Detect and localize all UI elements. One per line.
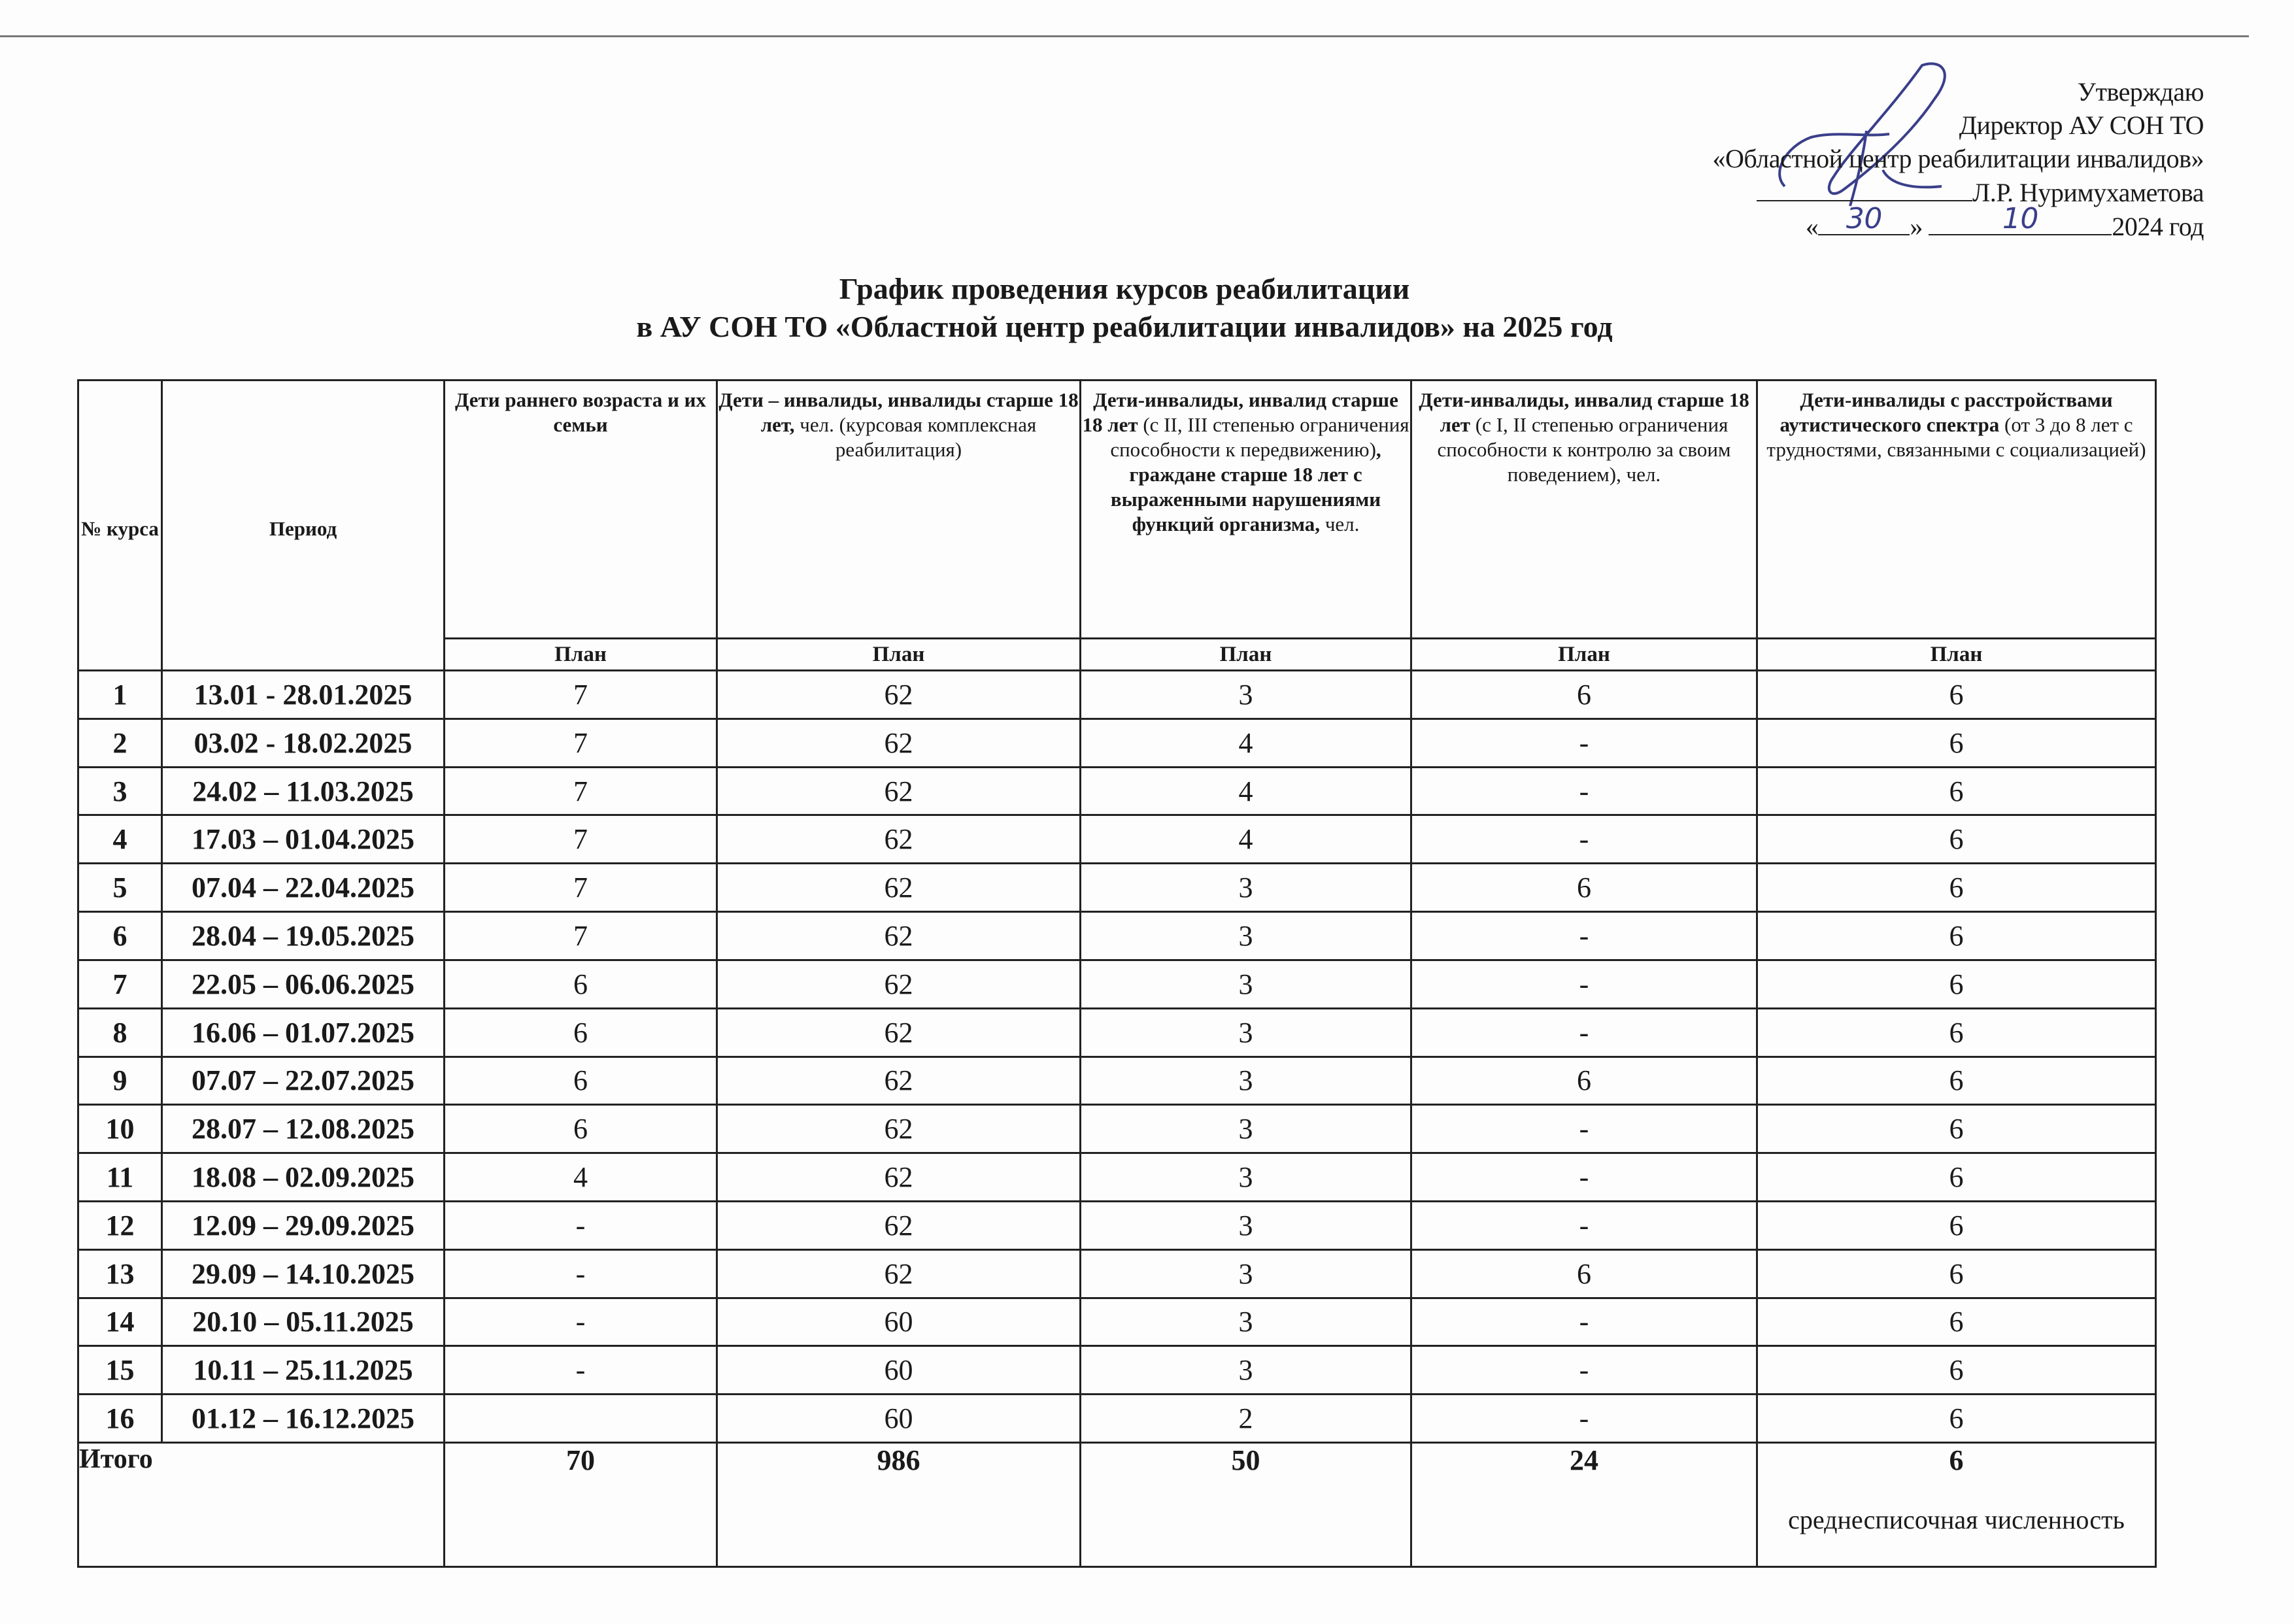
autism-value: 6 bbox=[1757, 1008, 2156, 1057]
approval-block bbox=[1713, 75, 2204, 243]
early-age-value: 7 bbox=[445, 815, 717, 864]
table-row bbox=[78, 1298, 2156, 1346]
autism-value: 6 bbox=[1757, 1201, 2156, 1249]
disabled-comprehensive-value: 60 bbox=[717, 1298, 1081, 1346]
behavior-value: - bbox=[1411, 1008, 1757, 1057]
table-row bbox=[78, 1249, 2156, 1298]
page-title bbox=[0, 270, 2249, 346]
table-row bbox=[78, 815, 2156, 864]
mobility-value: 3 bbox=[1081, 1057, 1411, 1105]
behavior-value: - bbox=[1411, 1395, 1757, 1443]
total-autism: 6 среднесписочная численность bbox=[1757, 1443, 2156, 1567]
behavior-value: - bbox=[1411, 960, 1757, 1008]
autism-value: 6 bbox=[1757, 767, 2156, 815]
course-number: 9 bbox=[78, 1057, 162, 1105]
disabled-comprehensive-value: 62 bbox=[717, 1201, 1081, 1249]
table-row bbox=[78, 960, 2156, 1008]
course-period: 22.05 – 06.06.2025 bbox=[162, 960, 445, 1008]
early-age-value: - bbox=[445, 1249, 717, 1298]
behavior-value: 6 bbox=[1411, 1057, 1757, 1105]
course-period: 07.04 – 22.04.2025 bbox=[162, 864, 445, 912]
course-period: 12.09 – 29.09.2025 bbox=[162, 1201, 445, 1249]
course-number: 11 bbox=[78, 1153, 162, 1202]
table-row bbox=[78, 1057, 2156, 1105]
autism-value: 6 bbox=[1757, 671, 2156, 719]
mobility-value: 2 bbox=[1081, 1395, 1411, 1443]
course-period: 28.04 – 19.05.2025 bbox=[162, 912, 445, 960]
early-age-value: 7 bbox=[445, 864, 717, 912]
totals-label: Итого bbox=[78, 1443, 445, 1567]
title-line-1: График проведения курсов реабилитации bbox=[839, 272, 1410, 305]
disabled-comprehensive-value: 62 bbox=[717, 719, 1081, 767]
table-row bbox=[78, 767, 2156, 815]
table-row bbox=[78, 1105, 2156, 1153]
table-row bbox=[78, 1346, 2156, 1395]
early-age-value: 6 bbox=[445, 1057, 717, 1105]
table-row bbox=[78, 912, 2156, 960]
mobility-value: 3 bbox=[1081, 1153, 1411, 1202]
signatory-name: Л.Р. Нуримухаметова bbox=[1972, 178, 2204, 207]
autism-value: 6 bbox=[1757, 719, 2156, 767]
plan-label: План bbox=[445, 639, 717, 671]
course-period: 13.01 - 28.01.2025 bbox=[162, 671, 445, 719]
course-period: 17.03 – 01.04.2025 bbox=[162, 815, 445, 864]
signature-blank bbox=[1757, 175, 1972, 201]
behavior-value: - bbox=[1411, 767, 1757, 815]
mobility-value: 3 bbox=[1081, 1346, 1411, 1395]
mobility-value: 4 bbox=[1081, 719, 1411, 767]
approval-position: Директор АУ СОН ТО bbox=[1959, 110, 2204, 140]
plan-label: План bbox=[717, 639, 1081, 671]
disabled-comprehensive-value: 60 bbox=[717, 1395, 1081, 1443]
course-number: 7 bbox=[78, 960, 162, 1008]
total-disabled-comprehensive: 986 bbox=[717, 1443, 1081, 1567]
early-age-value: - bbox=[445, 1201, 717, 1249]
autism-value: 6 bbox=[1757, 960, 2156, 1008]
early-age-value: 6 bbox=[445, 1105, 717, 1153]
approval-organization: «Областной центр реабилитации инвалидов» bbox=[1712, 144, 2204, 173]
early-age-value: 6 bbox=[445, 960, 717, 1008]
disabled-comprehensive-value: 62 bbox=[717, 1008, 1081, 1057]
header-row bbox=[78, 381, 2156, 639]
table-row bbox=[78, 1008, 2156, 1057]
course-number: 5 bbox=[78, 864, 162, 912]
behavior-value: - bbox=[1411, 1346, 1757, 1395]
top-rule bbox=[0, 35, 2249, 37]
early-age-value: 7 bbox=[445, 671, 717, 719]
disabled-comprehensive-value: 62 bbox=[717, 671, 1081, 719]
behavior-value: - bbox=[1411, 1105, 1757, 1153]
date-year: 2024 год bbox=[2112, 212, 2204, 241]
autism-value: 6 bbox=[1757, 1298, 2156, 1346]
disabled-comprehensive-value: 62 bbox=[717, 1153, 1081, 1202]
course-number: 4 bbox=[78, 815, 162, 864]
mobility-value: 3 bbox=[1081, 960, 1411, 1008]
date-day-blank bbox=[1818, 202, 1910, 235]
title-line-2: в АУ СОН ТО «Областной центр реабилитации инвалидов» на 2025 год bbox=[636, 310, 1613, 343]
table-row bbox=[78, 1201, 2156, 1249]
approval-heading: Утверждаю bbox=[2077, 77, 2204, 107]
disabled-comprehensive-value: 62 bbox=[717, 1057, 1081, 1105]
disabled-comprehensive-value: 60 bbox=[717, 1346, 1081, 1395]
mobility-value: 3 bbox=[1081, 864, 1411, 912]
early-age-value bbox=[445, 1395, 717, 1443]
mobility-value: 3 bbox=[1081, 1201, 1411, 1249]
header-course-no: № курса bbox=[78, 381, 162, 671]
autism-value: 6 bbox=[1757, 1346, 2156, 1395]
mobility-value: 3 bbox=[1081, 1298, 1411, 1346]
date-month: 10 bbox=[2002, 202, 2038, 235]
disabled-comprehensive-value: 62 bbox=[717, 960, 1081, 1008]
early-age-value: 4 bbox=[445, 1153, 717, 1202]
table-row bbox=[78, 864, 2156, 912]
plan-label: План bbox=[1757, 639, 2156, 671]
table-row bbox=[78, 1395, 2156, 1443]
disabled-comprehensive-value: 62 bbox=[717, 1249, 1081, 1298]
course-number: 14 bbox=[78, 1298, 162, 1346]
mobility-value: 4 bbox=[1081, 815, 1411, 864]
course-period: 10.11 – 25.11.2025 bbox=[162, 1346, 445, 1395]
total-behavior: 24 bbox=[1411, 1443, 1757, 1567]
totals-row bbox=[78, 1443, 2156, 1567]
behavior-value: 6 bbox=[1411, 671, 1757, 719]
autism-value: 6 bbox=[1757, 1105, 2156, 1153]
course-period: 16.06 – 01.07.2025 bbox=[162, 1008, 445, 1057]
mobility-value: 3 bbox=[1081, 912, 1411, 960]
approval-date: « 30 » 10 2024 год bbox=[1805, 202, 2204, 241]
autism-value: 6 bbox=[1757, 1153, 2156, 1202]
disabled-comprehensive-value: 62 bbox=[717, 815, 1081, 864]
behavior-value: - bbox=[1411, 912, 1757, 960]
mobility-value: 3 bbox=[1081, 671, 1411, 719]
behavior-value: 6 bbox=[1411, 864, 1757, 912]
course-period: 07.07 – 22.07.2025 bbox=[162, 1057, 445, 1105]
header-period: Период bbox=[162, 381, 445, 671]
header-early-age-children: Дети раннего возраста и их семьи bbox=[445, 381, 717, 639]
course-number: 8 bbox=[78, 1008, 162, 1057]
table-row bbox=[78, 719, 2156, 767]
disabled-comprehensive-value: 62 bbox=[717, 1105, 1081, 1153]
plan-label: План bbox=[1411, 639, 1757, 671]
plan-label: План bbox=[1081, 639, 1411, 671]
early-age-value: 7 bbox=[445, 719, 717, 767]
course-period: 20.10 – 05.11.2025 bbox=[162, 1298, 445, 1346]
behavior-value: - bbox=[1411, 1201, 1757, 1249]
table-row bbox=[78, 671, 2156, 719]
behavior-value: - bbox=[1411, 719, 1757, 767]
date-day: 30 bbox=[1846, 202, 1882, 235]
course-number: 12 bbox=[78, 1201, 162, 1249]
table-row bbox=[78, 1153, 2156, 1202]
disabled-comprehensive-value: 62 bbox=[717, 864, 1081, 912]
autism-value: 6 bbox=[1757, 912, 2156, 960]
autism-value: 6 bbox=[1757, 1395, 2156, 1443]
autism-value: 6 bbox=[1757, 864, 2156, 912]
autism-value: 6 bbox=[1757, 815, 2156, 864]
mobility-value: 3 bbox=[1081, 1008, 1411, 1057]
early-age-value: - bbox=[445, 1298, 717, 1346]
course-number: 10 bbox=[78, 1105, 162, 1153]
autism-value: 6 bbox=[1757, 1249, 2156, 1298]
total-mobility: 50 bbox=[1081, 1443, 1411, 1567]
early-age-value: 7 bbox=[445, 767, 717, 815]
early-age-value: - bbox=[445, 1346, 717, 1395]
disabled-comprehensive-value: 62 bbox=[717, 767, 1081, 815]
behavior-value: 6 bbox=[1411, 1249, 1757, 1298]
behavior-value: - bbox=[1411, 815, 1757, 864]
course-number: 13 bbox=[78, 1249, 162, 1298]
header-behavior-control-limitation: Дети-инвалиды, инвалид старше 18 лет (с I, II степенью ограничения способности к контролю за своим поведением), чел. bbox=[1411, 381, 1757, 639]
course-number: 6 bbox=[78, 912, 162, 960]
course-period: 24.02 – 11.03.2025 bbox=[162, 767, 445, 815]
mobility-value: 4 bbox=[1081, 767, 1411, 815]
behavior-value: - bbox=[1411, 1153, 1757, 1202]
course-number: 2 bbox=[78, 719, 162, 767]
schedule-table bbox=[77, 379, 2157, 1568]
mobility-value: 3 bbox=[1081, 1105, 1411, 1153]
course-period: 01.12 – 16.12.2025 bbox=[162, 1395, 445, 1443]
average-headcount-note: среднесписочная численность bbox=[1788, 1505, 2125, 1534]
header-autism-spectrum: Дети-инвалиды с расстройствами аутистического спектра (от 3 до 8 лет с трудностями, связанными с социализацией) bbox=[1757, 381, 2156, 639]
early-age-value: 7 bbox=[445, 912, 717, 960]
course-period: 18.08 – 02.09.2025 bbox=[162, 1153, 445, 1202]
course-period: 28.07 – 12.08.2025 bbox=[162, 1105, 445, 1153]
disabled-comprehensive-value: 62 bbox=[717, 912, 1081, 960]
course-period: 29.09 – 14.10.2025 bbox=[162, 1249, 445, 1298]
course-number: 3 bbox=[78, 767, 162, 815]
behavior-value: - bbox=[1411, 1298, 1757, 1346]
course-number: 15 bbox=[78, 1346, 162, 1395]
header-mobility-limitation: Дети-инвалиды, инвалид старше 18 лет (с II, III степенью ограничения способности к передвижению), граждане старше 18 лет с выраженными нарушениями функций организма, чел. bbox=[1081, 381, 1411, 639]
course-number: 1 bbox=[78, 671, 162, 719]
course-period: 03.02 - 18.02.2025 bbox=[162, 719, 445, 767]
header-disabled-comprehensive: Дети – инвалиды, инвалиды старше 18 лет, чел. (курсовая комплексная реабилитация) bbox=[717, 381, 1081, 639]
early-age-value: 6 bbox=[445, 1008, 717, 1057]
autism-value: 6 bbox=[1757, 1057, 2156, 1105]
course-number: 16 bbox=[78, 1395, 162, 1443]
mobility-value: 3 bbox=[1081, 1249, 1411, 1298]
date-month-blank bbox=[1929, 202, 2112, 235]
total-early-age: 70 bbox=[445, 1443, 717, 1567]
